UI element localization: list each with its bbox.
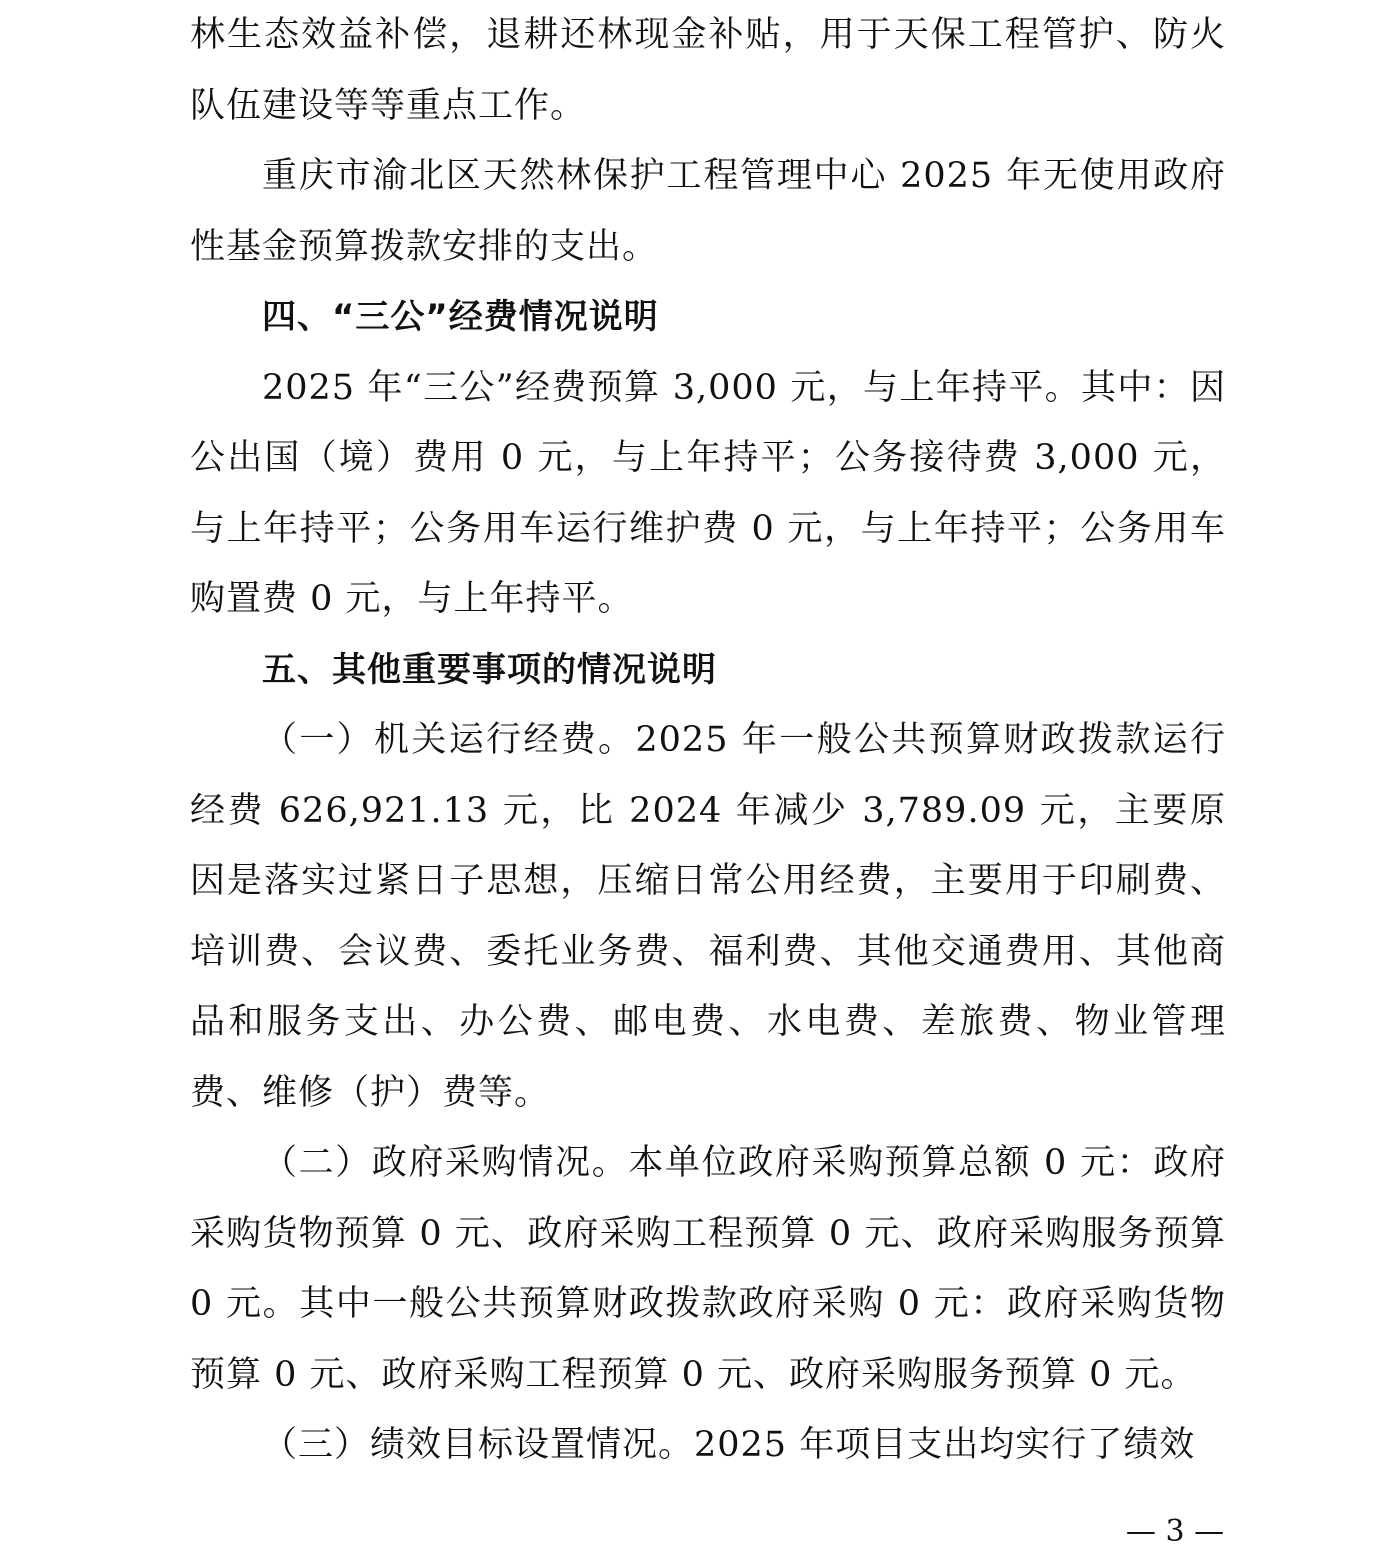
paragraph-three-public-expenses: 2025 年“三公”经费预算 3,000 元，与上年持平。其中：因公出国（境）费用 0 元，与上年持平；公务接待费 3,000 元，与上年持平；公务用车运行维护费 0 元，与上年持平；公务用车购置费 0 元，与上年持平。 (190, 367, 1226, 619)
paragraph-government-procurement: （二）政府采购情况。本单位政府采购预算总额 0 元：政府采购货物预算 0 元、政府采购工程预算 0 元、政府采购服务预算 0 元。其中一般公共预算财政拨款政府采购 0 元：政府采购货物预算 0 元、政府采购工程预算 0 元、政府采购服务预算 0 元。 (190, 1143, 1226, 1395)
paragraph-government-fund: 重庆市渝北区天然林保护工程管理中心 2025 年无使用政府性基金预算拨款安排的支出。 (190, 156, 1226, 267)
page-number: — 3 — (1125, 1514, 1225, 1549)
document-body (190, 0, 1226, 1481)
paragraph-ecological-compensation: 林生态效益补偿，退耕还林现金补贴，用于天保工程管护、防火队伍建设等等重点工作。 (190, 15, 1226, 126)
paragraph-operating-expenses: （一）机关运行经费。2025 年一般公共预算财政拨款运行经费 626,921.13 元，比 2024 年减少 3,789.09 元，主要原因是落实过紧日子思想，压缩日常公用经费，主要用于印刷费、培训费、会议费、委托业务费、福利费、其他交通费用、其他商品和服务支出、办公费、邮电费、水电费、差旅费、物业管理费、维修（护）费等。 (190, 720, 1226, 1113)
paragraph-performance-targets: （三）绩效目标设置情况。2025 年项目支出均实行了绩效 (262, 1425, 1196, 1465)
heading-three-public-expenses: 四、“三公”经费情况说明 (262, 297, 659, 337)
heading-other-important-matters: 五、其他重要事项的情况说明 (262, 649, 717, 690)
